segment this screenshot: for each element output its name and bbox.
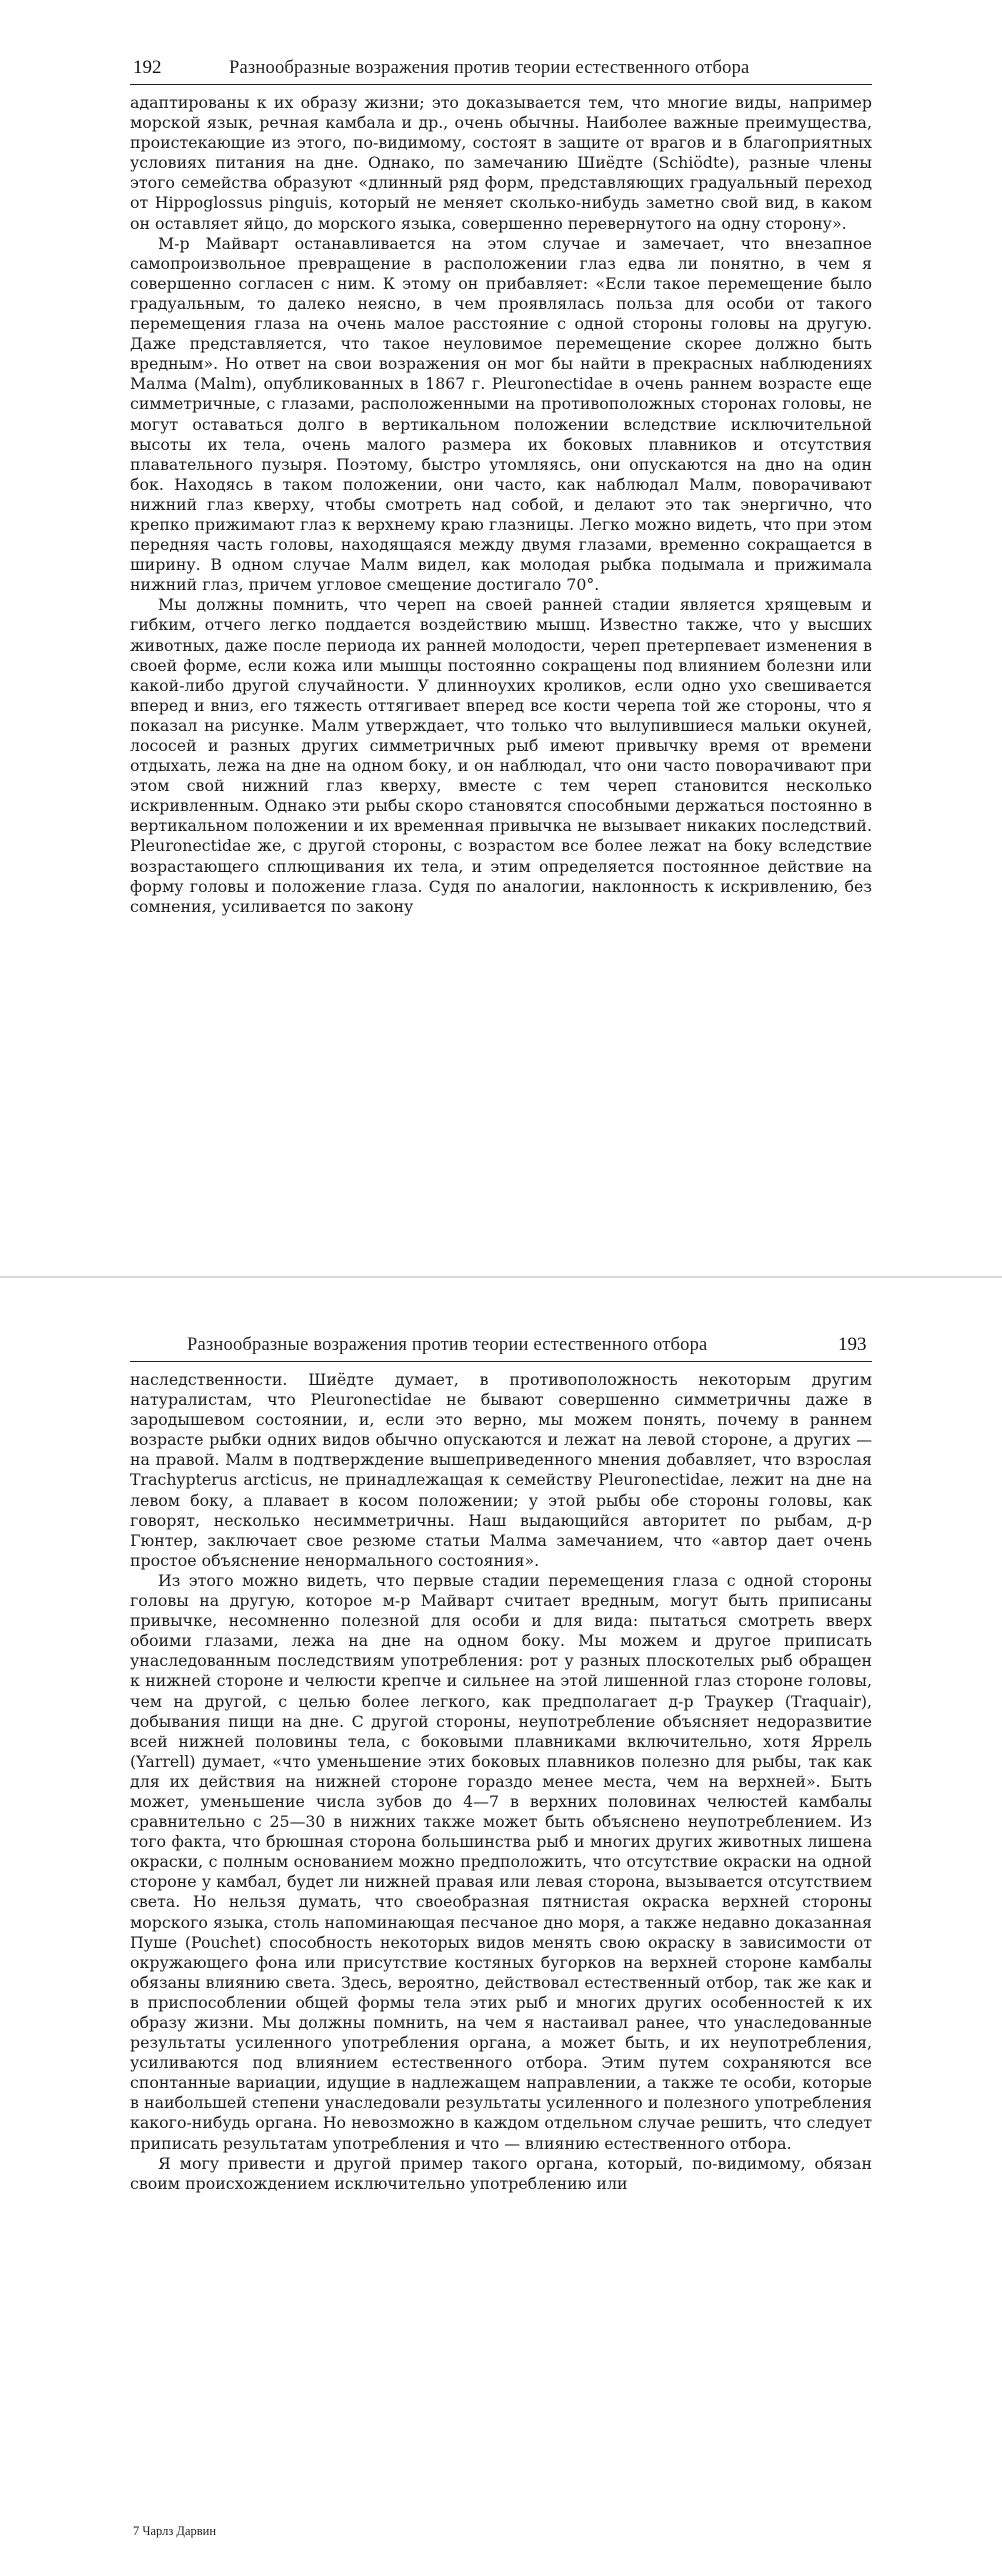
page-193	[0, 1278, 1002, 2554]
running-head-left: Разнообразные возражения против теории естественного отбора	[229, 58, 750, 78]
page-number-left: 192	[133, 57, 162, 78]
header-rule-right	[130, 1361, 872, 1362]
printer-signature: 7 Чарлз Дарвин	[133, 2524, 217, 2538]
running-head-right: Разнообразные возражения против теории естественного отбора	[187, 1335, 708, 1355]
paragraph: наследственности. Шиёдте думает, в противоположность некоторым другим натуралистам, что Pleuronectidae не бывают совершенно симметричны даже в зародышевом состоянии, и, если это верно, мы можем понять, почему в раннем возрасте рыбки одних видов обычно опускаются и лежат на левой стороне, а других — на правой. Малм в подтверждение вышеприведенного мнения добавляет, что взрослая Trachypterus arcticus, не принадлежащая к семейству Pleuronectidae, лежит на дне на левом боку, а плавает в косом положении; у этой рыбы обе стороны головы, как говорят, несколько несимметричны. Наш выдающийся авторитет по рыбам, д-р Гюнтер, заключает свое резюме статьи Малма замечанием, что «автор дает очень простое объяснение ненормального состояния».	[130, 1370, 872, 1570]
paragraph: Из этого можно видеть, что первые стадии перемещения глаза с одной стороны головы на другую, которое м-р Майварт считает вредным, могут быть приписаны привычке, несомненно полезной для особи и для вида: пытаться смотреть вверх обоими глазами, лежа на дне на одном боку. Мы можем и другое приписать унаследованным последствиям употребления: рот у разных плоскотелых рыб обращен к нижней стороне и челюсти крепче и сильнее на этой лишенной глаз стороне головы, чем на другой, с целью более легкого, как предполагает д-р Траукер (Traquair), добывания пищи на дне. С другой стороны, неупотребление объясняет недоразвитие всей нижней половины тела, с боковыми плавниками включительно, хотя Яррель (Yarrell) думает, «что уменьшение этих боковых плавников полезно для рыбы, так как для их действия на нижней стороне гораздо менее места, чем на верхней». Быть может, уменьшение числа зубов до 4—7 в верхних половинах челюстей камбалы сравнительно с 25—30 в нижних также может быть объяснено неупотреблением. Из того факта, что брюшная сторона большинства рыб и многих других животных лишена окраски, с полным основанием можно предположить, что отсутствие окраски на одной стороне у камбал, будет ли нижней правая или левая сторона, вызывается отсутствием света. Но нельзя думать, что своеобразная пятнистая окраска верхней стороны морского языка, столь напоминающая песчаное дно моря, а также недавно доказанная Пуше (Pouchet) способность некоторых видов менять свою окраску в зависимости от окружающего фона или присутствие костяных бугорков на верхней стороне камбалы обязаны влиянию света. Здесь, вероятно, действовал естественный отбор, так же как и в приспособлении общей формы тела этих рыб и многих других особенностей к их образу жизни. Мы должны помнить, на чем я настаивал ранее, что унаследованные результаты усиленного употребления органа, а может быть, и их неупотребления, усиливаются под влиянием естественного отбора. Этим путем сохраняются все спонтанные вариации, идущие в надлежащем направлении, а также те особи, которые в наибольшей степени унаследовали результаты усиленного и полезного употребления какого-нибудь органа. Но невозможно в каждом отдельном случае решить, что следует приписать результатам употребления и что — влиянию естественного отбора.	[130, 1570, 872, 2153]
paragraph: Я могу привести и другой пример такого органа, который, по-видимому, обязан своим происхождением исключительно употреблению или	[130, 2153, 872, 2193]
paragraph: М-р Майварт останавливается на этом случае и замечает, что внезапное самопроизвольное превращение в расположении глаз едва ли понятно, в чем я совершенно согласен с ним. К этому он прибавляет: «Если такое перемещение было градуальным, то далеко неясно, в чем проявлялась польза для особи от такого перемещения глаза на очень малое расстояние с одной стороны головы на другую. Даже представляется, что такое неуловимое перемещение скорее должно быть вредным». Но ответ на свои возражения он мог бы найти в прекрасных наблюдениях Малма (Malm), опубликованных в 1867 г. Pleuronectidae в очень раннем возрасте еще симметричные, с глазами, расположенными на противоположных сторонах головы, не могут оставаться долго в вертикальном положении вследствие исключительной высоты их тела, очень малого размера их боковых плавников и отсутствия плавательного пузыря. Поэтому, быстро утомляясь, они опускаются на дно на один бок. Находясь в таком положении, они часто, как наблюдал Малм, поворачивают нижний глаз кверху, чтобы смотреть над собой, и делают это так энергично, что крепко прижимают глаз к верхнему краю глазницы. Легко можно видеть, что при этом передняя часть головы, находящаяся между двумя глазами, временно сокращается в ширину. В одном случае Малм видел, как молодая рыбка подымала и прижимала нижний глаз, причем угловое смещение достигало 70°.	[130, 233, 872, 595]
header-rule-left	[130, 84, 872, 85]
body-text-left	[130, 93, 872, 917]
paragraph: адаптированы к их образу жизни; это доказывается тем, что многие виды, например морской язык, речная камбала и др., очень обычны. Наиболее важные преимущества, проистекающие из этого, по-видимому, состоят в защите от врагов и в благоприятных условиях питания на дне. Однако, по замечанию Шиёдте (Schiödte), разные члены этого семейства образуют «длинный ряд форм, представляющих градуальный переход от Hippoglossus pinguis, который не меняет сколько-нибудь заметно свой вид, в каком он оставляет яйцо, до морского языка, совершенно перевернутого на одну сторону».	[130, 93, 872, 233]
body-text-right	[130, 1370, 872, 2194]
page-number-right: 193	[838, 1334, 867, 1355]
paragraph: Мы должны помнить, что череп на своей ранней стадии является хрящевым и гибким, отчего легко поддается воздействию мышц. Известно также, что у высших животных, даже после периода их ранней молодости, череп претерпевает изменения в своей форме, если кожа или мышцы постоянно сокращены под влиянием болезни или какой-либо другой случайности. У длинноухих кроликов, если одно ухо свешивается вперед и вниз, его тяжесть оттягивает вперед все кости черепа той же стороны, что я показал на рисунке. Малм утверждает, что только что вылупившиеся мальки окуней, лососей и разных других симметричных рыб имеют привычку время от времени отдыхать, лежа на дне на одном боку, и он наблюдал, что они часто поворачивают при этом свой нижний глаз кверху, вместе с тем череп становится несколько искривленным. Однако эти рыбы скоро становятся способными держаться постоянно в вертикальном положении и их временная привычка не вызывает никаких последствий. Pleuronectidae же, с другой стороны, с возрастом все более лежат на боку вследствие возрастающего сплющивания их тела, и этим определяется постоянное действие на форму головы и положение глаза. Судя по аналогии, наклонность к искривлению, без сомнения, усиливается по закону	[130, 595, 872, 916]
page-192	[0, 0, 1002, 1276]
